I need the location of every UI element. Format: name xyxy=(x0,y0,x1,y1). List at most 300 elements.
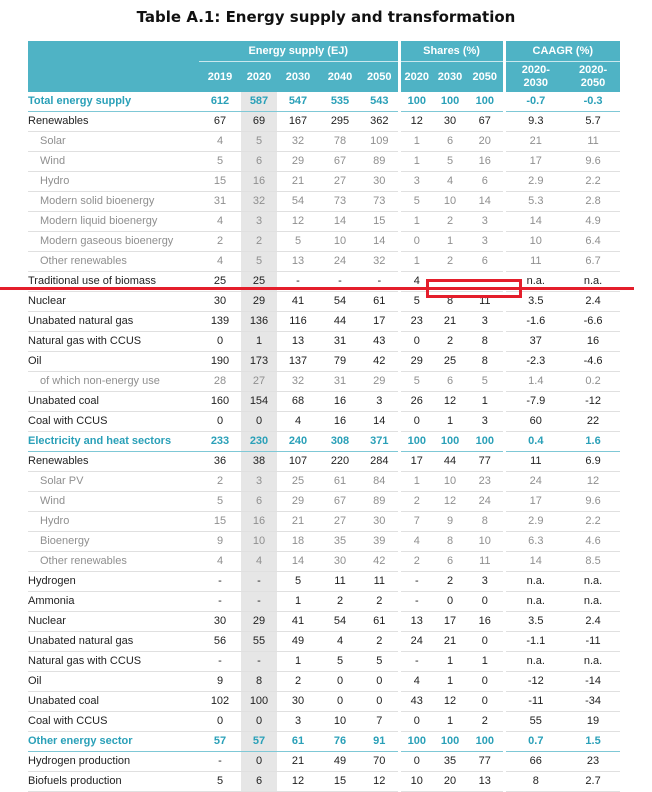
supply-value: - xyxy=(199,572,241,592)
supply-value: 7 xyxy=(361,712,399,732)
share-value: 6 xyxy=(433,552,467,572)
caagr-value: -11 xyxy=(504,692,566,712)
supply-value: - xyxy=(241,592,277,612)
row-label: Hydrogen xyxy=(28,572,199,592)
supply-value: 43 xyxy=(361,332,399,352)
row-label: Hydro xyxy=(28,512,199,532)
supply-value: 61 xyxy=(361,292,399,312)
caagr-value: 2.7 xyxy=(566,772,620,792)
share-value: 0 xyxy=(467,632,504,652)
header-energy-supply: Energy supply (EJ) xyxy=(199,41,399,62)
supply-value: 154 xyxy=(241,392,277,412)
supply-value: 0 xyxy=(199,412,241,432)
row-label: Modern liquid bioenergy xyxy=(28,212,199,232)
supply-value: 41 xyxy=(277,612,319,632)
caagr-value: -12 xyxy=(504,672,566,692)
supply-value: 14 xyxy=(319,212,361,232)
supply-value: 2 xyxy=(361,592,399,612)
supply-value: 15 xyxy=(361,212,399,232)
row-label: Bioenergy xyxy=(28,532,199,552)
caagr-value: 11 xyxy=(504,452,566,472)
share-value: 100 xyxy=(399,732,433,752)
row-label: Unabated natural gas xyxy=(28,312,199,332)
share-value: 1 xyxy=(399,212,433,232)
share-value: 1 xyxy=(399,472,433,492)
row-label: of which non-energy use xyxy=(28,372,199,392)
supply-value: 0 xyxy=(319,692,361,712)
page-title: Table A.1: Energy supply and transformation xyxy=(136,8,516,26)
share-value: 12 xyxy=(433,392,467,412)
caagr-value: 16 xyxy=(566,332,620,352)
row-label: Modern gaseous bioenergy xyxy=(28,232,199,252)
share-value: 3 xyxy=(467,232,504,252)
caagr-value: n.a. xyxy=(566,572,620,592)
table-row xyxy=(28,652,620,672)
share-value: 12 xyxy=(433,692,467,712)
supply-value: 3 xyxy=(361,392,399,412)
supply-value: 30 xyxy=(361,512,399,532)
supply-value: 109 xyxy=(361,132,399,152)
table-row xyxy=(28,112,620,132)
share-value: 10 xyxy=(433,472,467,492)
supply-value: 3 xyxy=(277,712,319,732)
caagr-value: -1.1 xyxy=(504,632,566,652)
row-label: Solar xyxy=(28,132,199,152)
supply-value: 49 xyxy=(277,632,319,652)
supply-value: 55 xyxy=(241,632,277,652)
supply-value: - xyxy=(319,272,361,292)
share-value: 5 xyxy=(399,372,433,392)
caagr-value: n.a. xyxy=(504,572,566,592)
share-value: 77 xyxy=(467,452,504,472)
share-value: 3 xyxy=(399,172,433,192)
supply-value: 32 xyxy=(361,252,399,272)
caagr-value: n.a. xyxy=(566,272,620,292)
supply-value: 5 xyxy=(319,652,361,672)
supply-value: 13 xyxy=(277,332,319,352)
row-label: Hydrogen production xyxy=(28,752,199,772)
share-value: 5 xyxy=(399,192,433,212)
table-row xyxy=(28,692,620,712)
supply-value: 70 xyxy=(361,752,399,772)
caagr-value: n.a. xyxy=(566,592,620,612)
supply-value: 38 xyxy=(241,452,277,472)
supply-value: 1 xyxy=(241,332,277,352)
supply-value: 79 xyxy=(319,352,361,372)
table-row xyxy=(28,572,620,592)
share-value: 0 xyxy=(399,412,433,432)
share-value: - xyxy=(399,572,433,592)
share-value: 3 xyxy=(467,212,504,232)
supply-value: 15 xyxy=(199,512,241,532)
supply-value: 29 xyxy=(361,372,399,392)
share-value: 4 xyxy=(399,672,433,692)
share-value: 0 xyxy=(399,232,433,252)
share-value: 1 xyxy=(433,232,467,252)
supply-value: 160 xyxy=(199,392,241,412)
supply-value: 3 xyxy=(241,472,277,492)
supply-value: 14 xyxy=(361,232,399,252)
caagr-value: 5.7 xyxy=(566,112,620,132)
row-label: Electricity and heat sectors xyxy=(28,432,199,452)
table-row xyxy=(28,752,620,772)
table-row xyxy=(28,472,620,492)
share-value: 100 xyxy=(433,92,467,112)
supply-value: 6 xyxy=(241,492,277,512)
row-label: Nuclear xyxy=(28,612,199,632)
supply-value: 535 xyxy=(319,92,361,112)
row-label: Other renewables xyxy=(28,252,199,272)
row-label: Traditional use of biomass xyxy=(28,272,199,292)
supply-value: 2 xyxy=(199,472,241,492)
table-row xyxy=(28,212,620,232)
share-value: 1 xyxy=(467,392,504,412)
caagr-value: -7.9 xyxy=(504,392,566,412)
supply-value: 30 xyxy=(361,172,399,192)
share-value: 1 xyxy=(433,652,467,672)
supply-value: 2 xyxy=(199,232,241,252)
share-value: 12 xyxy=(399,112,433,132)
row-label: Coal with CCUS xyxy=(28,412,199,432)
caagr-value: 19 xyxy=(566,712,620,732)
supply-value: 44 xyxy=(319,312,361,332)
caagr-value: -34 xyxy=(566,692,620,712)
supply-value: 8 xyxy=(241,672,277,692)
supply-value: 68 xyxy=(277,392,319,412)
supply-value: 31 xyxy=(199,192,241,212)
caagr-value: 2.8 xyxy=(566,192,620,212)
supply-value: 5 xyxy=(277,232,319,252)
header-group-row xyxy=(28,41,620,62)
supply-value: 49 xyxy=(319,752,361,772)
supply-value: 57 xyxy=(199,732,241,752)
share-value: 35 xyxy=(433,752,467,772)
table-row xyxy=(28,172,620,192)
share-value: 100 xyxy=(399,92,433,112)
row-label: Coal with CCUS xyxy=(28,712,199,732)
supply-value: 4 xyxy=(199,552,241,572)
supply-value: 295 xyxy=(319,112,361,132)
caagr-value: 0.4 xyxy=(504,432,566,452)
header-year-row xyxy=(28,62,620,93)
share-value: 100 xyxy=(433,432,467,452)
supply-value: 27 xyxy=(241,372,277,392)
share-value: 17 xyxy=(433,612,467,632)
caagr-value: 1.5 xyxy=(566,732,620,752)
caagr-value: 55 xyxy=(504,712,566,732)
supply-value: 91 xyxy=(361,732,399,752)
share-value: 8 xyxy=(467,352,504,372)
supply-value: 78 xyxy=(319,132,361,152)
row-label: Unabated coal xyxy=(28,392,199,412)
share-value: 2 xyxy=(433,572,467,592)
supply-value: 61 xyxy=(319,472,361,492)
row-label: Oil xyxy=(28,672,199,692)
supply-value: 240 xyxy=(277,432,319,452)
supply-value: 4 xyxy=(199,252,241,272)
supply-value: 5 xyxy=(241,132,277,152)
share-value: 6 xyxy=(467,252,504,272)
row-label: Other renewables xyxy=(28,552,199,572)
row-label: Nuclear xyxy=(28,292,199,312)
share-value: 100 xyxy=(467,92,504,112)
supply-value: 6 xyxy=(241,772,277,792)
supply-value: 32 xyxy=(277,132,319,152)
caagr-value: 2.2 xyxy=(566,172,620,192)
supply-value: 39 xyxy=(361,532,399,552)
share-value: 2 xyxy=(433,332,467,352)
supply-value: 1 xyxy=(277,592,319,612)
share-value: 1 xyxy=(467,652,504,672)
caagr-value: 0.7 xyxy=(504,732,566,752)
share-value: 44 xyxy=(433,452,467,472)
caagr-value: 6.7 xyxy=(566,252,620,272)
caagr-value: 9.6 xyxy=(566,492,620,512)
share-value: 1 xyxy=(433,412,467,432)
supply-value: 17 xyxy=(361,312,399,332)
supply-value: 543 xyxy=(361,92,399,112)
supply-value: 29 xyxy=(277,492,319,512)
supply-value: 116 xyxy=(277,312,319,332)
share-value: 1 xyxy=(399,252,433,272)
supply-value: 24 xyxy=(319,252,361,272)
supply-value: 100 xyxy=(241,692,277,712)
supply-value: - xyxy=(241,652,277,672)
supply-value: 284 xyxy=(361,452,399,472)
table-row xyxy=(28,192,620,212)
supply-value: 5 xyxy=(361,652,399,672)
share-value: 2 xyxy=(433,252,467,272)
share-value: 100 xyxy=(467,732,504,752)
table-row xyxy=(28,592,620,612)
supply-value: 9 xyxy=(199,532,241,552)
caagr-value: 0.2 xyxy=(566,372,620,392)
table-row xyxy=(28,132,620,152)
row-label: Hydro xyxy=(28,172,199,192)
caagr-value: 6.9 xyxy=(566,452,620,472)
table-row xyxy=(28,432,620,452)
header-share-year: 2020 xyxy=(399,62,433,93)
supply-value: 4 xyxy=(319,632,361,652)
supply-value: 2 xyxy=(319,592,361,612)
row-label: Oil xyxy=(28,352,199,372)
supply-value: 25 xyxy=(241,272,277,292)
row-label: Total energy supply xyxy=(28,92,199,112)
supply-value: 32 xyxy=(277,372,319,392)
caagr-value: 2.2 xyxy=(566,512,620,532)
share-value: 2 xyxy=(399,552,433,572)
caagr-value: 9.6 xyxy=(566,152,620,172)
caagr-value: 21 xyxy=(504,132,566,152)
table-row xyxy=(28,312,620,332)
supply-value: 36 xyxy=(199,452,241,472)
supply-value: 15 xyxy=(199,172,241,192)
share-value: 24 xyxy=(399,632,433,652)
caagr-value: 24 xyxy=(504,472,566,492)
row-label: Modern solid bioenergy xyxy=(28,192,199,212)
caagr-value: 66 xyxy=(504,752,566,772)
share-value: 21 xyxy=(433,632,467,652)
share-value: 77 xyxy=(467,752,504,772)
caagr-value: -4.6 xyxy=(566,352,620,372)
supply-value: 16 xyxy=(241,512,277,532)
supply-value: 233 xyxy=(199,432,241,452)
share-value: 9 xyxy=(433,512,467,532)
table-row xyxy=(28,632,620,652)
share-value: - xyxy=(433,272,467,292)
supply-value: - xyxy=(199,592,241,612)
supply-value: 362 xyxy=(361,112,399,132)
share-value: 11 xyxy=(467,552,504,572)
caagr-value: n.a. xyxy=(566,652,620,672)
caagr-value: 60 xyxy=(504,412,566,432)
share-value: 4 xyxy=(433,172,467,192)
supply-value: 14 xyxy=(277,552,319,572)
caagr-value: -0.7 xyxy=(504,92,566,112)
supply-value: 30 xyxy=(319,552,361,572)
caagr-value: 2.9 xyxy=(504,512,566,532)
header-caagr-period-1 xyxy=(504,62,566,93)
caagr-value: 2.9 xyxy=(504,172,566,192)
supply-value: 27 xyxy=(319,172,361,192)
share-value: 10 xyxy=(433,192,467,212)
share-value: 26 xyxy=(399,392,433,412)
header-year: 2050 xyxy=(361,62,399,93)
caagr-value: 14 xyxy=(504,552,566,572)
share-value: 7 xyxy=(399,512,433,532)
caagr-value: 2.4 xyxy=(566,292,620,312)
header-share-year: 2050 xyxy=(467,62,504,93)
share-value: 4 xyxy=(399,272,433,292)
supply-value: 30 xyxy=(199,612,241,632)
header-shares: Shares (%) xyxy=(399,41,504,62)
share-value: - xyxy=(467,272,504,292)
supply-value: 61 xyxy=(277,732,319,752)
share-value: 0 xyxy=(467,692,504,712)
supply-value: 107 xyxy=(277,452,319,472)
caagr-value: 12 xyxy=(566,472,620,492)
caagr-value: 2.4 xyxy=(566,612,620,632)
row-label: Wind xyxy=(28,492,199,512)
table-row xyxy=(28,452,620,472)
row-label: Renewables xyxy=(28,452,199,472)
share-value: 10 xyxy=(399,772,433,792)
row-label: Natural gas with CCUS xyxy=(28,652,199,672)
caagr-value: 3.5 xyxy=(504,612,566,632)
supply-value: 0 xyxy=(199,712,241,732)
share-value: 11 xyxy=(467,292,504,312)
supply-value: 9 xyxy=(199,672,241,692)
supply-value: 220 xyxy=(319,452,361,472)
caagr-value: -12 xyxy=(566,392,620,412)
caagr-value: 1.4 xyxy=(504,372,566,392)
table-row xyxy=(28,332,620,352)
header-year: 2019 xyxy=(199,62,241,93)
header-caagr-period-2 xyxy=(566,62,620,93)
table-row xyxy=(28,712,620,732)
table-body xyxy=(28,92,620,792)
supply-value: 41 xyxy=(277,292,319,312)
table-row xyxy=(28,232,620,252)
supply-value: 5 xyxy=(199,152,241,172)
supply-value: 30 xyxy=(199,292,241,312)
supply-value: 54 xyxy=(319,292,361,312)
supply-value: 42 xyxy=(361,352,399,372)
header-caagr: CAAGR (%) xyxy=(504,41,620,62)
supply-value: 25 xyxy=(277,472,319,492)
supply-value: 73 xyxy=(319,192,361,212)
row-label: Unabated coal xyxy=(28,692,199,712)
supply-value: 10 xyxy=(319,712,361,732)
table-row xyxy=(28,152,620,172)
caagr-value: 9.3 xyxy=(504,112,566,132)
table-row xyxy=(28,772,620,792)
supply-value: 35 xyxy=(319,532,361,552)
supply-value: 0 xyxy=(319,672,361,692)
caagr-value: -11 xyxy=(566,632,620,652)
caagr-value: -1.6 xyxy=(504,312,566,332)
table-row xyxy=(28,392,620,412)
share-value: 14 xyxy=(467,192,504,212)
share-value: 2 xyxy=(433,212,467,232)
supply-value: 28 xyxy=(199,372,241,392)
share-value: 5 xyxy=(433,152,467,172)
supply-value: - xyxy=(199,752,241,772)
supply-value: 5 xyxy=(199,772,241,792)
header-blank-2 xyxy=(28,62,199,93)
supply-value: 11 xyxy=(319,572,361,592)
supply-value: 167 xyxy=(277,112,319,132)
share-value: 3 xyxy=(467,572,504,592)
share-value: 0 xyxy=(433,592,467,612)
row-label: Natural gas with CCUS xyxy=(28,332,199,352)
caagr-value: n.a. xyxy=(504,592,566,612)
share-value: 6 xyxy=(433,372,467,392)
supply-value: 0 xyxy=(241,412,277,432)
caagr-value: 17 xyxy=(504,492,566,512)
supply-value: 16 xyxy=(319,412,361,432)
supply-value: 173 xyxy=(241,352,277,372)
caagr-value: n.a. xyxy=(504,652,566,672)
share-value: 5 xyxy=(399,292,433,312)
supply-value: 56 xyxy=(199,632,241,652)
supply-value: 73 xyxy=(361,192,399,212)
share-value: 0 xyxy=(399,752,433,772)
supply-value: 54 xyxy=(319,612,361,632)
supply-value: 4 xyxy=(241,552,277,572)
share-value: 20 xyxy=(467,132,504,152)
row-label: Solar PV xyxy=(28,472,199,492)
supply-value: 67 xyxy=(319,152,361,172)
row-label: Renewables xyxy=(28,112,199,132)
caagr-value: 1.6 xyxy=(566,432,620,452)
supply-value: 102 xyxy=(199,692,241,712)
share-value: 67 xyxy=(467,112,504,132)
supply-value: 61 xyxy=(361,612,399,632)
energy-supply-table xyxy=(28,41,620,792)
supply-value: 21 xyxy=(277,172,319,192)
caagr-value: 6.4 xyxy=(566,232,620,252)
caagr-value: 8 xyxy=(504,772,566,792)
supply-value: 2 xyxy=(277,672,319,692)
supply-value: 10 xyxy=(241,532,277,552)
share-value: 0 xyxy=(399,332,433,352)
share-value: 100 xyxy=(399,432,433,452)
share-value: 1 xyxy=(399,152,433,172)
supply-value: 587 xyxy=(241,92,277,112)
supply-value: 25 xyxy=(199,272,241,292)
table-row xyxy=(28,512,620,532)
